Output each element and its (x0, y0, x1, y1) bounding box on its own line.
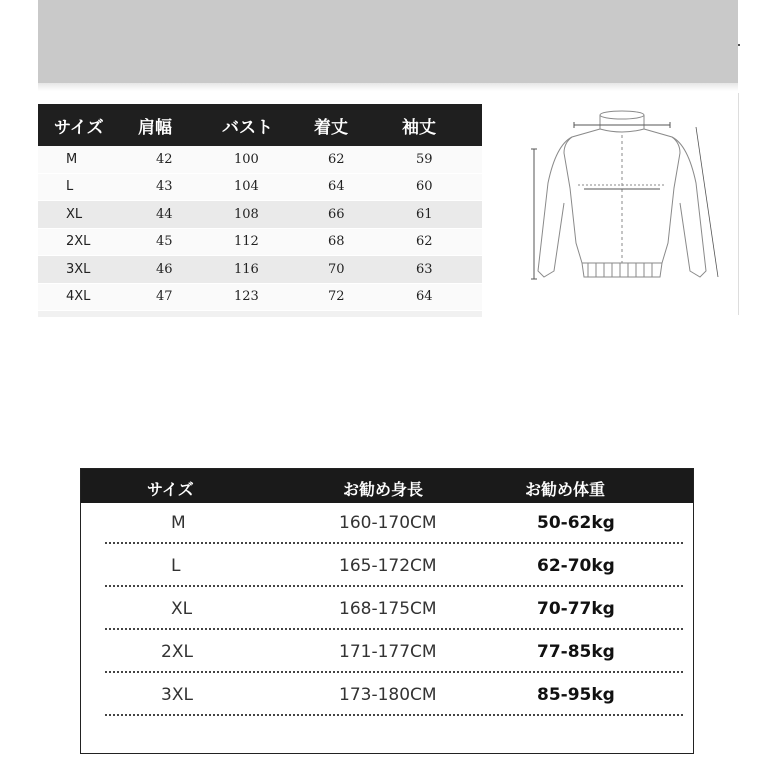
size-chart-header (38, 104, 482, 146)
cell-weight: 62-70kg (537, 556, 615, 576)
cell-size: 4XL (66, 289, 91, 305)
cell-height: 168-175CM (339, 599, 437, 619)
recommended-size-table (80, 468, 694, 754)
dotted-divider (105, 714, 683, 716)
header-size: サイズ (54, 117, 104, 138)
cell-sleeve: 59 (416, 151, 433, 167)
cell-length: 70 (328, 261, 345, 277)
dotted-divider (105, 585, 683, 587)
cell-bust: 104 (234, 179, 259, 195)
cell-sleeve: 63 (416, 261, 433, 277)
table-row (38, 146, 482, 174)
cell-shoulder: 47 (156, 289, 173, 305)
cell-shoulder: 42 (156, 151, 173, 167)
cell-shoulder: 43 (156, 179, 173, 195)
cell-height: 173-180CM (339, 685, 437, 705)
cell-size: 2XL (66, 234, 91, 250)
cell-shoulder: 46 (156, 261, 173, 277)
cell-bust: 108 (234, 206, 259, 222)
cell-bust: 123 (234, 289, 259, 305)
header-sleeve: 袖丈 (402, 117, 436, 138)
cell-height: 171-177CM (339, 642, 437, 662)
cell-shoulder: 44 (156, 206, 173, 222)
table-row (38, 201, 482, 229)
cell-size: 3XL (161, 685, 193, 705)
cell-size: XL (171, 599, 193, 619)
cell-length: 62 (328, 151, 345, 167)
table-bottom-strip (38, 311, 482, 317)
cell-size: L (66, 179, 74, 195)
cell-size: XL (66, 206, 83, 222)
cell-height: 165-172CM (339, 556, 437, 576)
banner-shadow (38, 83, 738, 91)
table-row (81, 632, 693, 675)
cell-weight: 70-77kg (537, 599, 615, 619)
size-chart-table (38, 104, 482, 317)
table-row (81, 675, 693, 718)
table-row (38, 229, 482, 257)
sweater-sketch-icon (484, 93, 738, 315)
cell-shoulder: 45 (156, 234, 173, 250)
dotted-divider (105, 628, 683, 630)
cell-bust: 100 (234, 151, 259, 167)
cell-weight: 50-62kg (537, 513, 615, 533)
header-bust: バスト (222, 117, 273, 138)
table-row (38, 256, 482, 284)
header-recommended-weight: お勧め体重 (525, 480, 606, 499)
garment-diagram (484, 93, 739, 315)
cell-length: 68 (328, 234, 345, 250)
banner-tick-mark (738, 44, 740, 46)
recommend-header (81, 469, 693, 503)
cell-bust: 112 (234, 234, 259, 250)
cell-length: 66 (328, 206, 345, 222)
header-shoulder: 肩幅 (138, 117, 172, 138)
cell-sleeve: 62 (416, 234, 433, 250)
cell-sleeve: 61 (416, 206, 433, 222)
cell-size: M (66, 151, 78, 167)
cell-length: 64 (328, 179, 345, 195)
header-recommended-height: お勧め身長 (343, 480, 424, 499)
table-row (38, 284, 482, 312)
cell-size: L (171, 556, 181, 576)
cell-length: 72 (328, 289, 345, 305)
header-length: 着丈 (314, 117, 348, 138)
cell-size: M (171, 513, 186, 533)
table-row (81, 503, 693, 546)
cell-weight: 77-85kg (537, 642, 615, 662)
cell-sleeve: 60 (416, 179, 433, 195)
cell-size: 2XL (161, 642, 193, 662)
header-size: サイズ (147, 480, 194, 499)
cell-size: 3XL (66, 261, 91, 277)
top-banner (38, 0, 738, 83)
cell-height: 160-170CM (339, 513, 437, 533)
table-row (38, 174, 482, 202)
cell-bust: 116 (234, 261, 259, 277)
dotted-divider (105, 671, 683, 673)
dotted-divider (105, 542, 683, 544)
cell-sleeve: 64 (416, 289, 433, 305)
cell-weight: 85-95kg (537, 685, 615, 705)
table-row (81, 589, 693, 632)
table-row (81, 546, 693, 589)
